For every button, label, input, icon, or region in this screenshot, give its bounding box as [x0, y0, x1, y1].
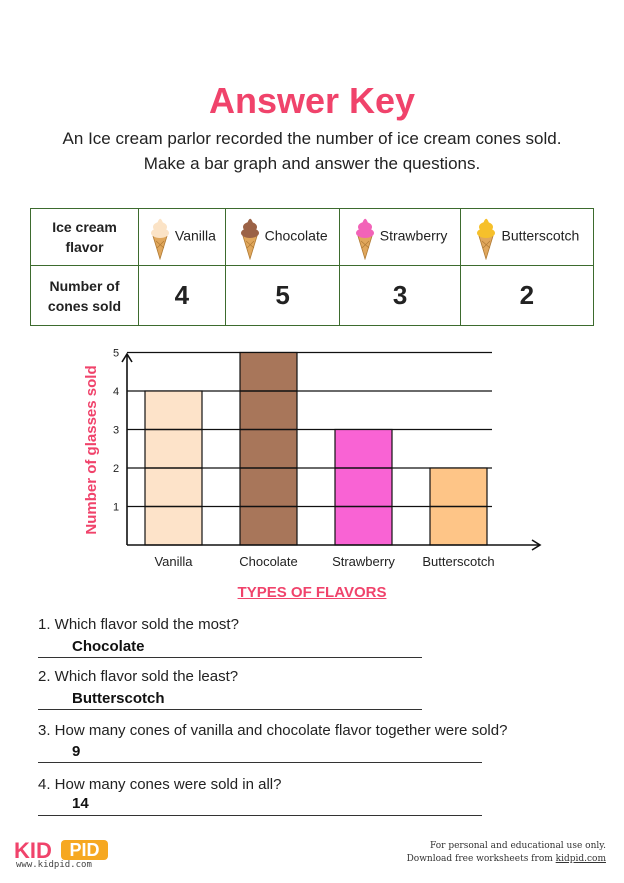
x-tick-label: Butterscotch: [422, 554, 495, 569]
count-header-cell: [31, 266, 139, 326]
bar-chart: [70, 340, 560, 575]
intro-line-1: An Ice cream parlor recorded the number of ice cream cones sold.: [62, 129, 562, 148]
footer-line-2-text: Download free worksheets from: [406, 854, 556, 864]
logo-text-pid: PID: [69, 840, 100, 860]
footer-link[interactable]: kidpid.com: [555, 854, 606, 864]
answer-4: 14: [72, 795, 89, 812]
bar-strawberry: [335, 430, 392, 546]
data-table: [30, 208, 594, 326]
logo-url: www.kidpid.com: [16, 860, 92, 870]
y-tick-label: 2: [112, 463, 120, 475]
count-row: [31, 266, 594, 326]
intro-line-2: Make a bar graph and answer the questions.: [143, 154, 481, 173]
count-butterscotch: 2: [460, 266, 593, 326]
answer-2: Butterscotch: [72, 690, 165, 707]
flavor-cell-butterscotch: [460, 209, 593, 266]
cone-wafer: [358, 236, 372, 259]
question-2: 2. Which flavor sold the least?: [38, 668, 239, 685]
answer-1: Chocolate: [72, 638, 145, 655]
x-tick-label: Strawberry: [332, 554, 395, 569]
x-axis-title: TYPES OF FLAVORS: [237, 584, 387, 601]
x-tick-label: Vanilla: [154, 554, 193, 569]
x-tick-label: Chocolate: [239, 554, 298, 569]
flavor-cell-chocolate: [225, 209, 340, 266]
question-1: 1. Which flavor sold the most?: [38, 616, 239, 633]
footer-line-1: For personal and educational use only.: [430, 841, 606, 851]
question-3: 3. How many cones of vanilla and chocolate flavor together were sold?: [38, 722, 508, 739]
flavor-header-cell: [31, 209, 139, 266]
y-tick-label: 1: [112, 501, 120, 514]
logo-text-kid: KID: [14, 838, 52, 862]
y-tick-label: 4: [112, 386, 120, 398]
y-axis-label: Number of glasses sold: [83, 365, 100, 535]
chocolate-ice-cream-icon: [238, 214, 262, 260]
y-tick-label: 3: [112, 424, 120, 437]
vanilla-ice-cream-icon: [148, 214, 172, 260]
butterscotch-ice-cream-icon: [474, 214, 498, 260]
count-vanilla: 4: [139, 266, 226, 326]
flavor-label: Vanilla: [174, 227, 216, 244]
footer-line-2: [407, 853, 606, 866]
bar-chocolate: [240, 353, 297, 546]
flavor-header-line2: flavor: [65, 239, 104, 255]
count-header-line2: cones sold: [47, 297, 122, 314]
y-tick-label: 5: [112, 347, 120, 360]
flavor-header-line1: Ice cream: [52, 219, 117, 235]
count-header-line1: Number of: [49, 277, 120, 294]
flavor-cell-strawberry: [340, 209, 460, 266]
question-4: 4. How many cones were sold in all?: [38, 776, 282, 793]
answer-3: 9: [72, 743, 81, 760]
cone-wafer: [153, 236, 167, 259]
count-strawberry: 3: [340, 266, 460, 326]
count-chocolate: 5: [225, 266, 340, 326]
page-title: Answer Key: [208, 80, 416, 121]
strawberry-ice-cream-icon: [353, 214, 377, 260]
flavor-cell-vanilla: [139, 209, 226, 266]
footer-note: [407, 840, 606, 866]
flavor-row: [31, 209, 594, 266]
answer-line-3: [38, 743, 482, 763]
flavor-label: Chocolate: [264, 227, 328, 244]
cone-wafer: [479, 236, 493, 259]
cone-wafer: [243, 236, 257, 259]
answer-line-4: [38, 796, 482, 816]
flavor-label: Strawberry: [379, 227, 448, 244]
kidpid-logo: [14, 838, 110, 862]
flavor-label: Butterscotch: [501, 227, 580, 244]
intro-text: [0, 126, 624, 176]
